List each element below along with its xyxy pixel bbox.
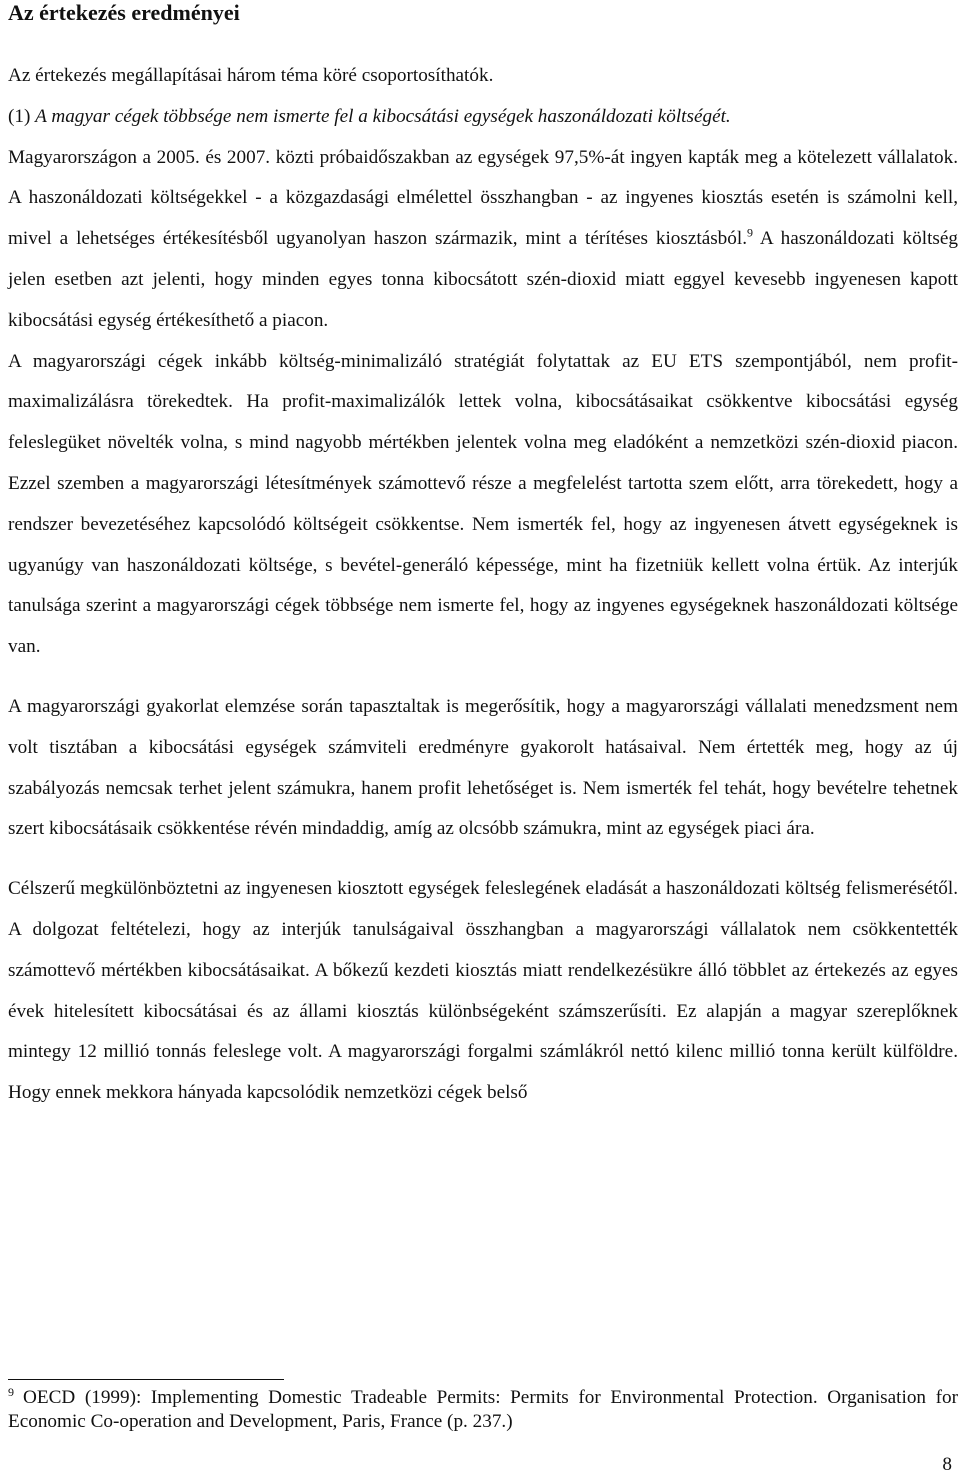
document-page bbox=[8, 0, 958, 1114]
point-1-label: (1) bbox=[8, 105, 31, 127]
footnote-number: 9 bbox=[8, 1384, 14, 1399]
footnote-separator bbox=[8, 1379, 284, 1380]
paragraph-2: A magyarországi cégek inkább költség-minimalizáló stratégiát folytattak az EU ETS szempontjából, nem profit-maximalizálásra törekedtek. Ha profit-maximalizálók lettek volna, kibocsátásaikat csökkentve kibocsátási egység feleslegüket növelték volna, s mind nagyobb mértékben jelentek volna meg eladóként a nemzetközi szén-dioxid piacon. Ezzel szemben a magyarországi létesítmények számottevő része a megfelelést tartotta szem előtt, arra törekedett, hogy a rendszer bevezetéséhez kapcsolódó költségeit csökkentse. Nem ismerték fel, hogy az ingyenesen átvett egységeknek is ugyanúgy van haszonáldozati költsége, s bevétel-generáló képessége, mint ha fizetniük kellett volna értük. Az interjúk tanulsága szerint a magyarországi cégek többsége nem ismerte fel, hogy az ingyenes egységeknek haszonáldozati költsége van. bbox=[8, 350, 958, 658]
paragraph-1-part-b: A haszonáldozati költség jelen esetben azt jelenti, hogy minden egyes tonna kibocsátott szén-dioxid miatt eggyel kevesebb ingyenesen kapott kibocsátási egység értékesíthető a piacon. bbox=[8, 228, 958, 331]
intro-paragraph: Az értekezés megállapításai három téma köré csoportosíthatók. bbox=[8, 65, 494, 86]
footnote-text: OECD (1999): Implementing Domestic Tradeable Permits: Permits for Environmental Protection. Organisation for Economic Co-operation and Development, Paris, France (p. 237.) bbox=[8, 1387, 958, 1432]
section-heading: Az értekezés eredményei bbox=[8, 0, 240, 25]
paragraph-1-part-a: Magyarországon a 2005. és 2007. közti próbaidőszakban az egységek 97,5%-át ingyen kapták meg a kötelezett vállalatok. A haszonáldozati költségekkel - a közgazdasági elmélettel összhangban - az ingyenes kiosztás esetén is számolni kell, mivel a lehetséges értékesítésből ugyanolyan haszon származik, mint a térítéses kiosztásból. bbox=[8, 146, 958, 250]
paragraph-3: A magyarországi gyakorlat elemzése során tapasztaltak is megerősítik, hogy a magyarországi vállalati menedzsment nem volt tisztában a kibocsátási egységek számviteli eredményre gyakorolt hatásaival. Nem értették meg, hogy az új szabályozás nemcsak terhet jelent számukra, hanem profit lehetőséget is. Nem ismerték fel tehát, hogy bevételre tehetnek szert kibocsátásaik csökkentése révén mindaddig, amíg az olcsóbb számukra, mint az egységek piaci ára. bbox=[8, 695, 958, 840]
footnote-reference: 9 bbox=[747, 225, 753, 240]
paragraph-1 bbox=[8, 138, 958, 342]
paragraph-4: Célszerű megkülönböztetni az ingyenesen kiosztott egységek feleslegének eladását a haszonáldozati költség felismerésétől. A dolgozat feltételezi, hogy az interjúk tanulságaival összhangban a magyarországi vállalatok nem csökkentették számottevő mértékben kibocsátásaikat. A bőkezű kezdeti kiosztás miatt rendelkezésükre álló többlet az értekezés az egyes évek hitelesített kibocsátásai és az állami kiosztás különbségeként számszerűsíti. Ez alapján a magyar szereplőknek mintegy 12 millió tonnás feleslege volt. A magyarországi forgalmi számlákról nettó kilenc millió tonna került külföldre. Hogy ennek mekkora hányada kapcsolódik nemzetközi cégek belső bbox=[8, 878, 958, 1104]
point-1-text: A magyar cégek többsége nem ismerte fel a kibocsátási egységek haszonáldozati költségét. bbox=[35, 105, 731, 127]
footnote bbox=[8, 1386, 958, 1434]
point-1 bbox=[8, 97, 958, 138]
page-number: 8 bbox=[942, 1454, 952, 1475]
